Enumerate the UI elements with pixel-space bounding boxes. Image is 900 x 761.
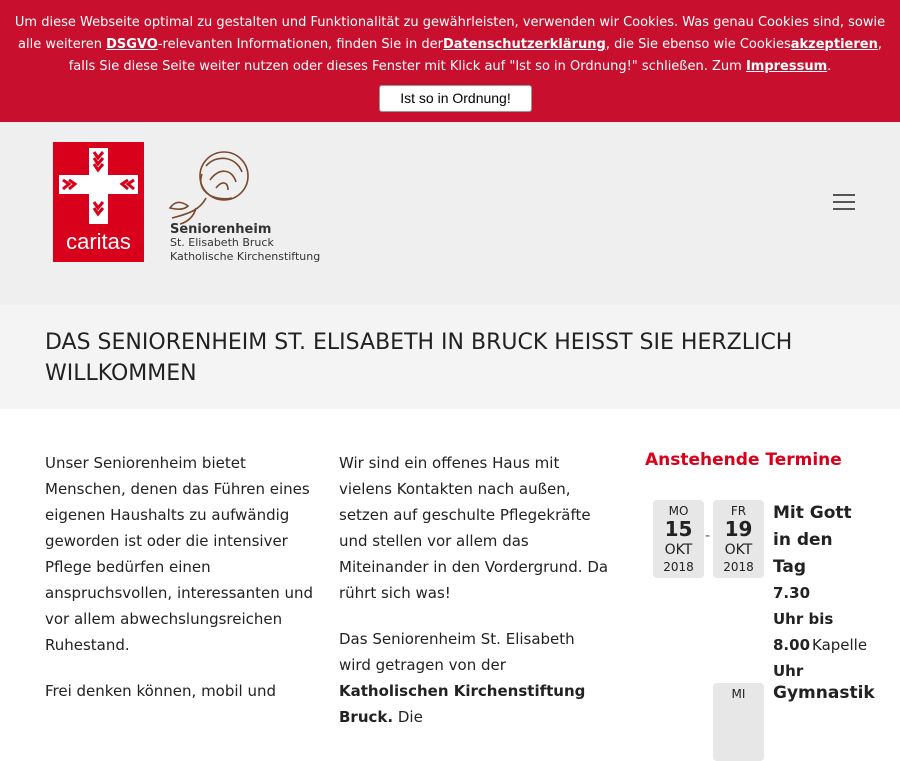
cookie-text-part: , falls Sie diese Seite weiter nutzen oder dieses Fenster mit Klick auf "Ist so in Ordnung!" schließen. Zum bbox=[68, 37, 882, 74]
menu-icon-bar bbox=[833, 201, 855, 203]
title-band bbox=[0, 305, 900, 409]
cookie-accept-button[interactable]: Ist so in Ordnung! bbox=[379, 85, 532, 112]
cookie-text-part: . bbox=[827, 59, 832, 74]
event-title-link[interactable]: Mit Gott in den Tag bbox=[773, 503, 852, 577]
event-time: 7.30 Uhr bis 8.00 Uhr bbox=[773, 584, 834, 680]
cookie-banner bbox=[0, 0, 900, 122]
event-location: Kapelle bbox=[812, 636, 868, 654]
month: OKT bbox=[724, 542, 753, 558]
menu-icon-bar bbox=[833, 194, 855, 196]
weekday: FR bbox=[730, 504, 747, 518]
cookie-text-part: , die Sie ebenso wie Cookies bbox=[605, 37, 791, 52]
logo-title: Seniorenheim bbox=[170, 222, 272, 237]
paragraph: Wir sind ein offenes Haus mit vielens Kontakten nach außen, setzen auf geschulte Pflegekräfte und stellen vor allem das Miteinander in den Vordergrund. Da rührt sich was! bbox=[339, 454, 609, 602]
privacy-link[interactable]: Datenschutzerklärung bbox=[442, 37, 606, 52]
paragraph bbox=[339, 626, 609, 730]
caritas-logo[interactable] bbox=[53, 142, 144, 262]
day: 19 bbox=[724, 517, 753, 541]
sponsor-name: Katholischen Kirchenstiftung Bruck. bbox=[339, 682, 586, 726]
year: 2018 bbox=[663, 560, 694, 574]
content-column-2 bbox=[339, 450, 609, 750]
event-title-link[interactable]: Gymnastik bbox=[773, 683, 875, 703]
site-header bbox=[0, 122, 900, 305]
imprint-link[interactable]: Impressum bbox=[745, 59, 828, 74]
logo-subtitle: St. Elisabeth Bruck bbox=[170, 236, 274, 249]
cookie-text-part: Um diese Webseite optimal zu gestalten und Funktionalität zu gewährleisten, verwenden wir Cookies. Was genau Cookies sind, sowie alle weiteren bbox=[14, 15, 886, 52]
text: Die bbox=[393, 708, 423, 726]
event-start-date bbox=[653, 500, 704, 578]
dsgvo-link[interactable]: DSGVO bbox=[106, 37, 158, 52]
paragraph: Frei denken können, mobil und bbox=[45, 682, 277, 700]
rose-icon bbox=[166, 144, 262, 226]
event-end-date bbox=[713, 500, 764, 578]
cookie-text-part: -relevanten Informationen, finden Sie in der bbox=[157, 37, 443, 52]
date-range-separator: - bbox=[705, 528, 711, 544]
accept-link[interactable]: akzeptieren bbox=[790, 37, 878, 52]
day: 15 bbox=[664, 517, 693, 541]
cookie-text bbox=[12, 12, 888, 78]
event-start-date bbox=[713, 683, 764, 761]
month: OKT bbox=[664, 542, 693, 558]
page-title: DAS SENIORENHEIM ST. ELISABETH IN BRUCK HEISST SIE HERZLICH WILLKOMMEN bbox=[45, 330, 793, 386]
menu-icon[interactable] bbox=[833, 194, 857, 210]
caritas-cross-icon bbox=[59, 148, 138, 224]
weekday: MO bbox=[668, 504, 689, 518]
paragraph: Unser Seniorenheim bietet Menschen, denen das Führen eines eigenen Haushalts zu aufwändig geworden ist oder die intensiver Pflege bedürfen einen anspruchsvollen, interessanten und vor allem abwechslungsreichen Ruhestand. bbox=[45, 454, 314, 654]
events-heading: Anstehende Termine bbox=[645, 450, 842, 470]
menu-icon-bar bbox=[833, 208, 855, 210]
content-column-1 bbox=[45, 450, 315, 724]
weekday: MI bbox=[731, 687, 746, 701]
text: Das Seniorenheim St. Elisabeth wird getragen von der bbox=[339, 630, 575, 674]
year: 2018 bbox=[723, 560, 754, 574]
caritas-wordmark: caritas bbox=[66, 229, 131, 254]
logo-subtitle: Katholische Kirchenstiftung bbox=[170, 250, 321, 263]
